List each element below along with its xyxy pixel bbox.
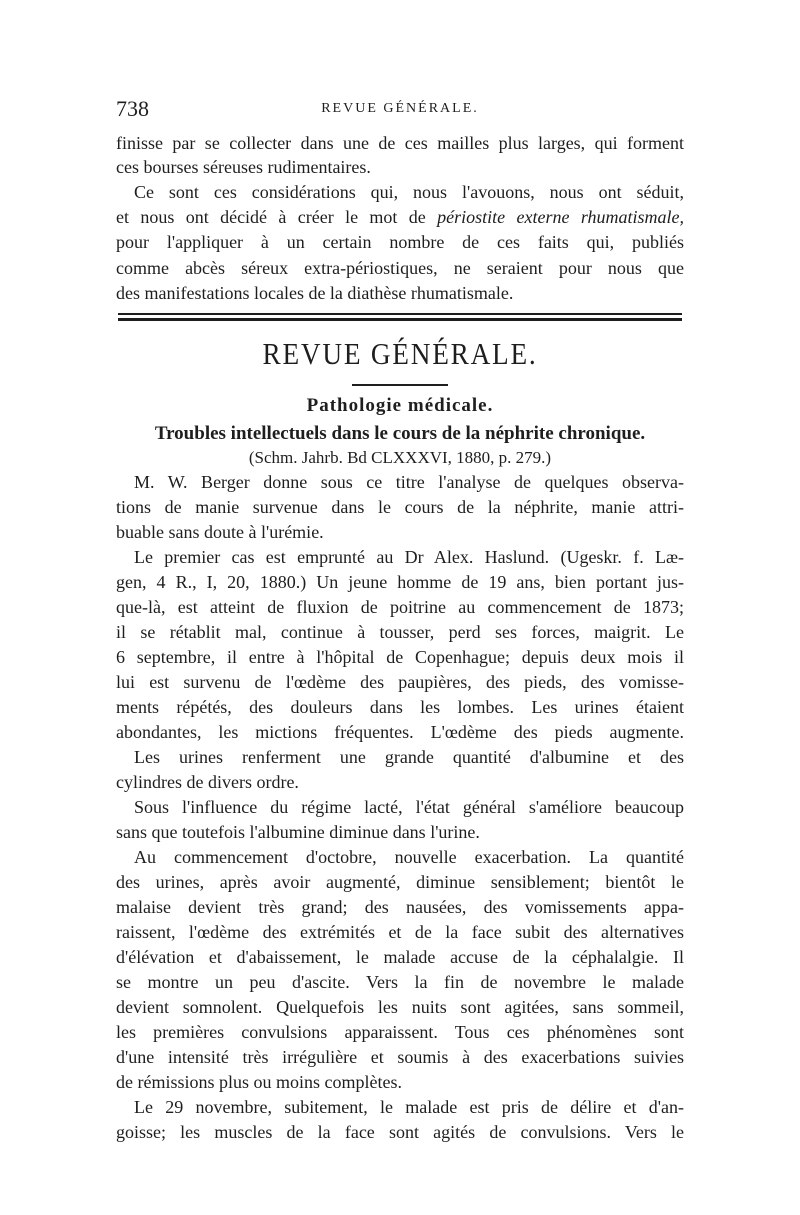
text-line: sans que toutefois l'albumine diminue dans l'urine. xyxy=(116,822,480,842)
text-line: cylindres de divers ordre. xyxy=(116,772,299,792)
text-line: de rémissions plus ou moins complètes. xyxy=(116,1072,402,1092)
text-line: 6 septembre, il entre à l'hôpital de Copenhague; depuis deux mois il xyxy=(116,647,684,667)
running-head xyxy=(116,96,684,126)
text-line: les premières convulsions apparaissent. Tous ces phénomènes sont xyxy=(116,1022,684,1042)
text-line: Ce sont ces considérations qui, nous l'avouons, nous ont séduit, xyxy=(134,182,684,202)
text-line: se montre un peu d'ascite. Vers la fin de novembre le malade xyxy=(116,972,684,992)
text-line: Le premier cas est emprunté au Dr Alex. Haslund. (Ugeskr. f. Læ- xyxy=(134,547,684,567)
subsection-heading: Pathologie médicale. xyxy=(306,395,494,416)
running-title: REVUE GÉNÉRALE. xyxy=(321,101,479,116)
article-title: Troubles intellectuels dans le cours de la néphrite chronique. xyxy=(154,423,646,444)
text-line: d'une intensité très irrégulière et soumis à des exacerbations suivies xyxy=(116,1047,684,1067)
page-number: 738 xyxy=(116,96,149,121)
emphasis-term: périostite externe rhumatismale, xyxy=(437,207,684,227)
text-line: comme abcès séreux extra-périostiques, ne seraient pour nous que xyxy=(116,258,684,278)
section-rule-bottom xyxy=(118,318,682,321)
text-line: raissent, l'œdème des extrémités et de la face subit des alternatives xyxy=(116,922,684,942)
text-line: buable sans doute à l'urémie. xyxy=(116,522,324,542)
text-line: M. W. Berger donne sous ce titre l'analyse de quelques observa- xyxy=(134,472,684,492)
text-line: d'élévation et d'abaissement, le malade accuse de la céphalalgie. Il xyxy=(116,947,684,967)
text-line: des manifestations locales de la diathèse rhumatismale. xyxy=(116,283,514,303)
section-title: REVUE GÉNÉRALE. xyxy=(262,336,538,371)
text-line: Au commencement d'octobre, nouvelle exacerbation. La quantité xyxy=(134,847,684,867)
text-line: des urines, après avoir augmenté, diminue sensiblement; bientôt le xyxy=(116,872,684,892)
text-line: Les urines renferment une grande quantité d'albumine et des xyxy=(134,747,684,767)
text-line: abondantes, les mictions fréquentes. L'œdème des pieds augmente. xyxy=(116,722,684,742)
text-line: Sous l'influence du régime lacté, l'état général s'améliore beaucoup xyxy=(134,797,684,817)
text-line: goisse; les muscles de la face sont agités de convulsions. Vers le xyxy=(116,1122,684,1142)
text-line: gen, 4 R., I, 20, 1880.) Un jeune homme de 19 ans, bien portant jus- xyxy=(116,572,684,592)
text-line: lui est survenu de l'œdème des paupières, des pieds, des vomisse- xyxy=(116,672,684,692)
text-line: que-là, est atteint de fluxion de poitrine au commencement de 1873; xyxy=(116,597,684,617)
text-line: finisse par se collecter dans une de ces mailles plus larges, qui forment xyxy=(116,133,684,153)
citation: (Schm. Jahrb. Bd CLXXXVI, 1880, p. 279.) xyxy=(248,448,552,467)
text-line: tions de manie survenue dans le cours de la néphrite, manie attri- xyxy=(116,497,684,517)
title-underline xyxy=(352,384,448,386)
text-line: pour l'appliquer à un certain nombre de ces faits qui, publiés xyxy=(116,232,684,252)
text-line: Le 29 novembre, subitement, le malade est pris de délire et d'an- xyxy=(134,1097,684,1117)
text-line xyxy=(116,205,684,229)
text-line: il se rétablit mal, continue à tousser, perd ses forces, maigrit. Le xyxy=(116,622,684,642)
text-line: ments répétés, des douleurs dans les lombes. Les urines étaient xyxy=(116,697,684,717)
text-line: ces bourses séreuses rudimentaires. xyxy=(116,157,371,177)
text-span: et nous ont décidé à créer le mot de xyxy=(116,207,426,227)
text-line: malaise devient très grand; des nausées, des vomissements appa- xyxy=(116,897,684,917)
section-rule-top xyxy=(118,313,682,315)
text-line: devient somnolent. Quelquefois les nuits sont agitées, sans sommeil, xyxy=(116,997,684,1017)
